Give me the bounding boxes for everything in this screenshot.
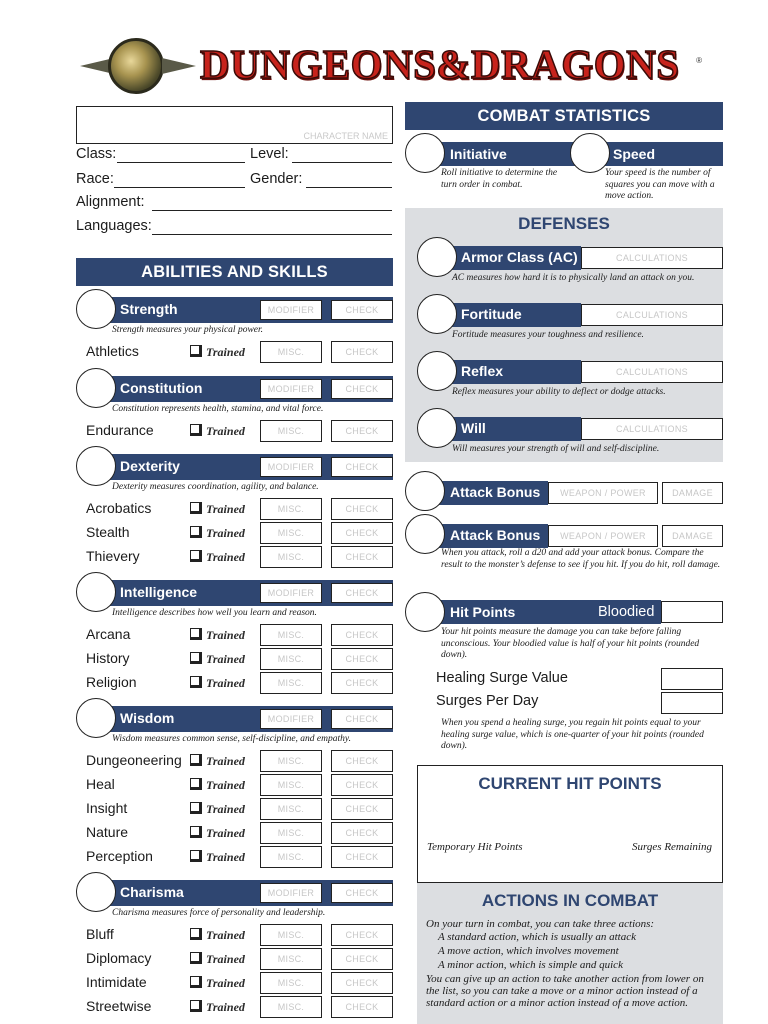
current-hit-points-title: CURRENT HIT POINTS [478,774,662,793]
defenses-title: DEFENSES [518,214,610,233]
skill-streetwise-trained-label: Trained [206,1000,245,1014]
wisdom-modifier-field[interactable]: MODIFIER [260,709,322,729]
languages-field[interactable] [152,234,392,235]
dragon-emblem-icon [108,38,164,94]
skill-perception-trained-checkbox[interactable] [190,850,202,862]
current-hit-points-box[interactable] [417,765,723,883]
skill-intimidate-trained-label: Trained [206,976,245,990]
skill-endurance-trained-checkbox[interactable] [190,424,202,436]
skill-dungeoneering-check-field[interactable]: CHECK [331,750,393,772]
class-field[interactable] [117,162,245,163]
attack-bonus-2-label: Attack Bonus [450,527,541,543]
fortitude-description: Fortitude measures your toughness and resilience. [452,330,644,340]
gender-field[interactable] [306,187,392,188]
logo-wing-right [162,58,196,74]
skill-nature-misc-field[interactable]: MISC. [260,822,322,844]
constitution-description: Constitution represents health, stamina, and vital force. [112,404,324,414]
dexterity-modifier-field[interactable]: MODIFIER [260,457,322,477]
armor-class-score-circle[interactable] [417,237,457,277]
fortitude-score-circle[interactable] [417,294,457,334]
bloodied-label: Bloodied [598,604,655,620]
actions-in-combat-panel [417,883,723,1024]
skill-diplomacy-misc-field[interactable]: MISC. [260,948,322,970]
character-name-label: CHARACTER NAME [303,131,388,141]
surges-remaining-label: Surges Remaining [632,841,712,853]
actions-in-combat-title: ACTIONS IN COMBAT [481,891,659,910]
skill-religion-trained-checkbox[interactable] [190,676,202,688]
skill-endurance-trained-label: Trained [206,424,245,438]
logo-wordmark: DUNGEONS&DRAGONS [200,41,680,87]
skill-intimidate-check-field[interactable]: CHECK [331,972,393,994]
skill-dungeoneering-label: Dungeoneering [86,752,182,768]
wisdom-label: Wisdom [120,710,175,726]
class-label: Class: [76,146,117,162]
skill-bluff-label: Bluff [86,926,114,942]
race-field[interactable] [114,187,245,188]
skill-heal-trained-checkbox[interactable] [190,778,202,790]
skill-history-label: History [86,650,130,666]
skill-religion-check-field[interactable]: CHECK [331,672,393,694]
reflex-score-circle[interactable] [417,351,457,391]
healing-surge-value-label: Healing Surge Value [436,670,568,686]
actions-outro: You can give up an action to take another action from lower on the list, so you can take a move or a minor action instead of a standard action or a minor action instead of a move action. [426,973,704,1009]
skill-heal-check-field[interactable]: CHECK [331,774,393,796]
intelligence-modifier-field[interactable]: MODIFIER [260,583,322,603]
armor-class-description: AC measures how hard it is to physically land an attack on you. [452,273,695,283]
wisdom-score-circle[interactable] [76,698,116,738]
skill-stealth-trained-checkbox[interactable] [190,526,202,538]
skill-thievery-label: Thievery [86,548,140,564]
skill-athletics-trained-checkbox[interactable] [190,345,202,357]
skill-thievery-trained-checkbox[interactable] [190,550,202,562]
skill-acrobatics-trained-checkbox[interactable] [190,502,202,514]
strength-description: Strength measures your physical power. [112,325,264,335]
surges-per-day-label: Surges Per Day [436,693,539,709]
attack-description: When you attack, roll a d20 and add your attack bonus. Compare the result to the monster’s defense to see if you hit. If you do hit, roll damage. [441,548,721,570]
dexterity-score-circle[interactable] [76,446,116,486]
skill-streetwise-misc-field[interactable]: MISC. [260,996,322,1018]
gender-label: Gender: [250,171,303,187]
skill-diplomacy-check-field[interactable]: CHECK [331,948,393,970]
charisma-check-field[interactable]: CHECK [331,883,393,903]
bloodied-field[interactable] [661,601,723,623]
reflex-calculations-field[interactable]: CALCULATIONS [581,361,723,383]
strength-modifier-field[interactable]: MODIFIER [260,300,322,320]
skill-perception-label: Perception [86,848,153,864]
attack-bonus-1-weapon-field[interactable]: WEAPON / POWER [548,482,658,504]
skill-intimidate-misc-field[interactable]: MISC. [260,972,322,994]
dexterity-description: Dexterity measures coordination, agility, and balance. [112,482,319,492]
attack-bonus-1-damage-field[interactable]: DAMAGE [662,482,723,504]
skill-religion-trained-label: Trained [206,676,245,690]
level-label: Level: [250,146,289,162]
constitution-score-circle[interactable] [76,368,116,408]
skill-bluff-trained-checkbox[interactable] [190,928,202,940]
skill-streetwise-check-field[interactable]: CHECK [331,996,393,1018]
skill-heal-trained-label: Trained [206,778,245,792]
skill-dungeoneering-trained-label: Trained [206,754,245,768]
will-score-circle[interactable] [417,408,457,448]
will-label: Will [461,420,486,436]
skill-stealth-misc-field[interactable]: MISC. [260,522,322,544]
skill-thievery-check-field[interactable]: CHECK [331,546,393,568]
speed-circle[interactable] [570,133,610,173]
skill-athletics-trained-label: Trained [206,345,245,359]
skill-heal-label: Heal [86,776,115,792]
skill-diplomacy-label: Diplomacy [86,950,152,966]
dexterity-check-field[interactable]: CHECK [331,457,393,477]
will-calculations-field[interactable]: CALCULATIONS [581,418,723,440]
skill-nature-check-field[interactable]: CHECK [331,822,393,844]
skill-history-trained-checkbox[interactable] [190,652,202,664]
alignment-label: Alignment: [76,194,145,210]
character-name-field[interactable] [76,106,393,144]
skill-stealth-label: Stealth [86,524,130,540]
skill-intimidate-trained-checkbox[interactable] [190,976,202,988]
skill-bluff-check-field[interactable]: CHECK [331,924,393,946]
speed-label: Speed [613,146,656,162]
skill-arcana-check-field[interactable]: CHECK [331,624,393,646]
constitution-label: Constitution [120,380,203,396]
skill-insight-trained-label: Trained [206,802,245,816]
skill-insight-misc-field[interactable]: MISC. [260,798,322,820]
action-list-item: A minor action, which is simple and quick [438,959,623,971]
skill-streetwise-label: Streetwise [86,998,152,1014]
skill-streetwise-trained-checkbox[interactable] [190,1000,202,1012]
abilities-section-title: ABILITIES AND SKILLS [76,258,393,286]
skill-history-misc-field[interactable]: MISC. [260,648,322,670]
skill-insight-check-field[interactable]: CHECK [331,798,393,820]
armor-class-label: Armor Class (AC) [461,249,578,265]
hit-points-label: Hit Points [450,604,516,620]
skill-intimidate-label: Intimidate [86,974,147,990]
constitution-check-field[interactable]: CHECK [331,379,393,399]
action-list-item: A standard action, which is usually an attack [438,931,636,943]
charisma-modifier-field[interactable]: MODIFIER [260,883,322,903]
skill-endurance-label: Endurance [86,422,154,438]
skill-insight-label: Insight [86,800,128,816]
hit-points-description: Your hit points measure the damage you can take before falling unconscious. Your bloodied value is half of your hit points (rounded down). [441,627,700,660]
will-description: Will measures your strength of will and self-discipline. [452,444,660,454]
combat-statistics-title: COMBAT STATISTICS [405,102,723,130]
initiative-label: Initiative [450,146,507,162]
skill-athletics-label: Athletics [86,343,139,359]
charisma-score-circle[interactable] [76,872,116,912]
skill-acrobatics-trained-label: Trained [206,502,245,516]
skill-perception-check-field[interactable]: CHECK [331,846,393,868]
healing-surge-description: When you spend a healing surge, you regain hit points equal to your healing surge value, which is one-quarter of your hit points (rounded down). [441,718,704,751]
skill-stealth-check-field[interactable]: CHECK [331,522,393,544]
skill-nature-trained-label: Trained [206,826,245,840]
alignment-field[interactable] [152,210,392,211]
skill-acrobatics-check-field[interactable]: CHECK [331,498,393,520]
skill-endurance-check-field[interactable]: CHECK [331,420,393,442]
skill-acrobatics-misc-field[interactable]: MISC. [260,498,322,520]
healing-surge-value-field[interactable] [661,668,723,690]
action-list-item: A move action, which involves movement [438,945,619,957]
reflex-label: Reflex [461,363,504,379]
initiative-circle[interactable] [405,133,445,173]
armor-class-calculations-field[interactable]: CALCULATIONS [581,247,723,269]
intelligence-label: Intelligence [120,584,198,600]
reflex-description: Reflex measures your ability to deflect or dodge attacks. [452,387,666,397]
skill-stealth-trained-label: Trained [206,526,245,540]
skill-thievery-trained-label: Trained [206,550,245,564]
fortitude-label: Fortitude [461,306,522,322]
attack-bonus-2-circle[interactable] [405,514,445,554]
attack-bonus-1-label: Attack Bonus [450,484,541,500]
intelligence-check-field[interactable]: CHECK [331,583,393,603]
skill-nature-label: Nature [86,824,129,840]
skill-endurance-misc-field[interactable]: MISC. [260,420,322,442]
skill-religion-label: Religion [86,674,137,690]
skill-nature-trained-checkbox[interactable] [190,826,202,838]
intelligence-description: Intelligence describes how well you learn and reason. [112,608,317,618]
skill-bluff-trained-label: Trained [206,928,245,942]
fortitude-calculations-field[interactable]: CALCULATIONS [581,304,723,326]
skill-diplomacy-trained-checkbox[interactable] [190,952,202,964]
languages-label: Languages: [76,218,152,234]
level-field[interactable] [292,162,392,163]
wisdom-description: Wisdom measures common sense, self-discipline, and empathy. [112,734,351,744]
skill-religion-misc-field[interactable]: MISC. [260,672,322,694]
dexterity-label: Dexterity [120,458,180,474]
skill-athletics-misc-field[interactable]: MISC. [260,341,322,363]
skill-heal-misc-field[interactable]: MISC. [260,774,322,796]
skill-arcana-label: Arcana [86,626,131,642]
surges-per-day-field[interactable] [661,692,723,714]
registered-mark: ® [696,56,702,65]
actions-intro: On your turn in combat, you can take three actions: [426,918,655,930]
skill-perception-misc-field[interactable]: MISC. [260,846,322,868]
skill-acrobatics-label: Acrobatics [86,500,152,516]
wisdom-check-field[interactable]: CHECK [331,709,393,729]
attack-bonus-2-damage-field[interactable]: DAMAGE [662,525,723,547]
strength-score-circle[interactable] [76,289,116,329]
skill-thievery-misc-field[interactable]: MISC. [260,546,322,568]
strength-label: Strength [120,301,178,317]
skill-dungeoneering-trained-checkbox[interactable] [190,754,202,766]
strength-check-field[interactable]: CHECK [331,300,393,320]
skill-arcana-misc-field[interactable]: MISC. [260,624,322,646]
skill-dungeoneering-misc-field[interactable]: MISC. [260,750,322,772]
initiative-description: Roll initiative to determine the turn order in combat. [441,168,558,190]
speed-description: Your speed is the number of squares you can move with a move action. [605,168,715,201]
hit-points-circle[interactable] [405,592,445,632]
temporary-hit-points-label: Temporary Hit Points [427,841,523,853]
attack-bonus-1-circle[interactable] [405,471,445,511]
skill-arcana-trained-label: Trained [206,628,245,642]
constitution-modifier-field[interactable]: MODIFIER [260,379,322,399]
charisma-description: Charisma measures force of personality and leadership. [112,908,326,918]
dnd-logo [78,36,724,96]
skill-perception-trained-label: Trained [206,850,245,864]
actions-list [438,930,718,972]
skill-athletics-check-field[interactable]: CHECK [331,341,393,363]
skill-history-trained-label: Trained [206,652,245,666]
charisma-label: Charisma [120,884,184,900]
skill-arcana-trained-checkbox[interactable] [190,628,202,640]
skill-history-check-field[interactable]: CHECK [331,648,393,670]
skill-diplomacy-trained-label: Trained [206,952,245,966]
intelligence-score-circle[interactable] [76,572,116,612]
race-label: Race: [76,171,114,187]
attack-bonus-2-weapon-field[interactable]: WEAPON / POWER [548,525,658,547]
skill-insight-trained-checkbox[interactable] [190,802,202,814]
skill-bluff-misc-field[interactable]: MISC. [260,924,322,946]
